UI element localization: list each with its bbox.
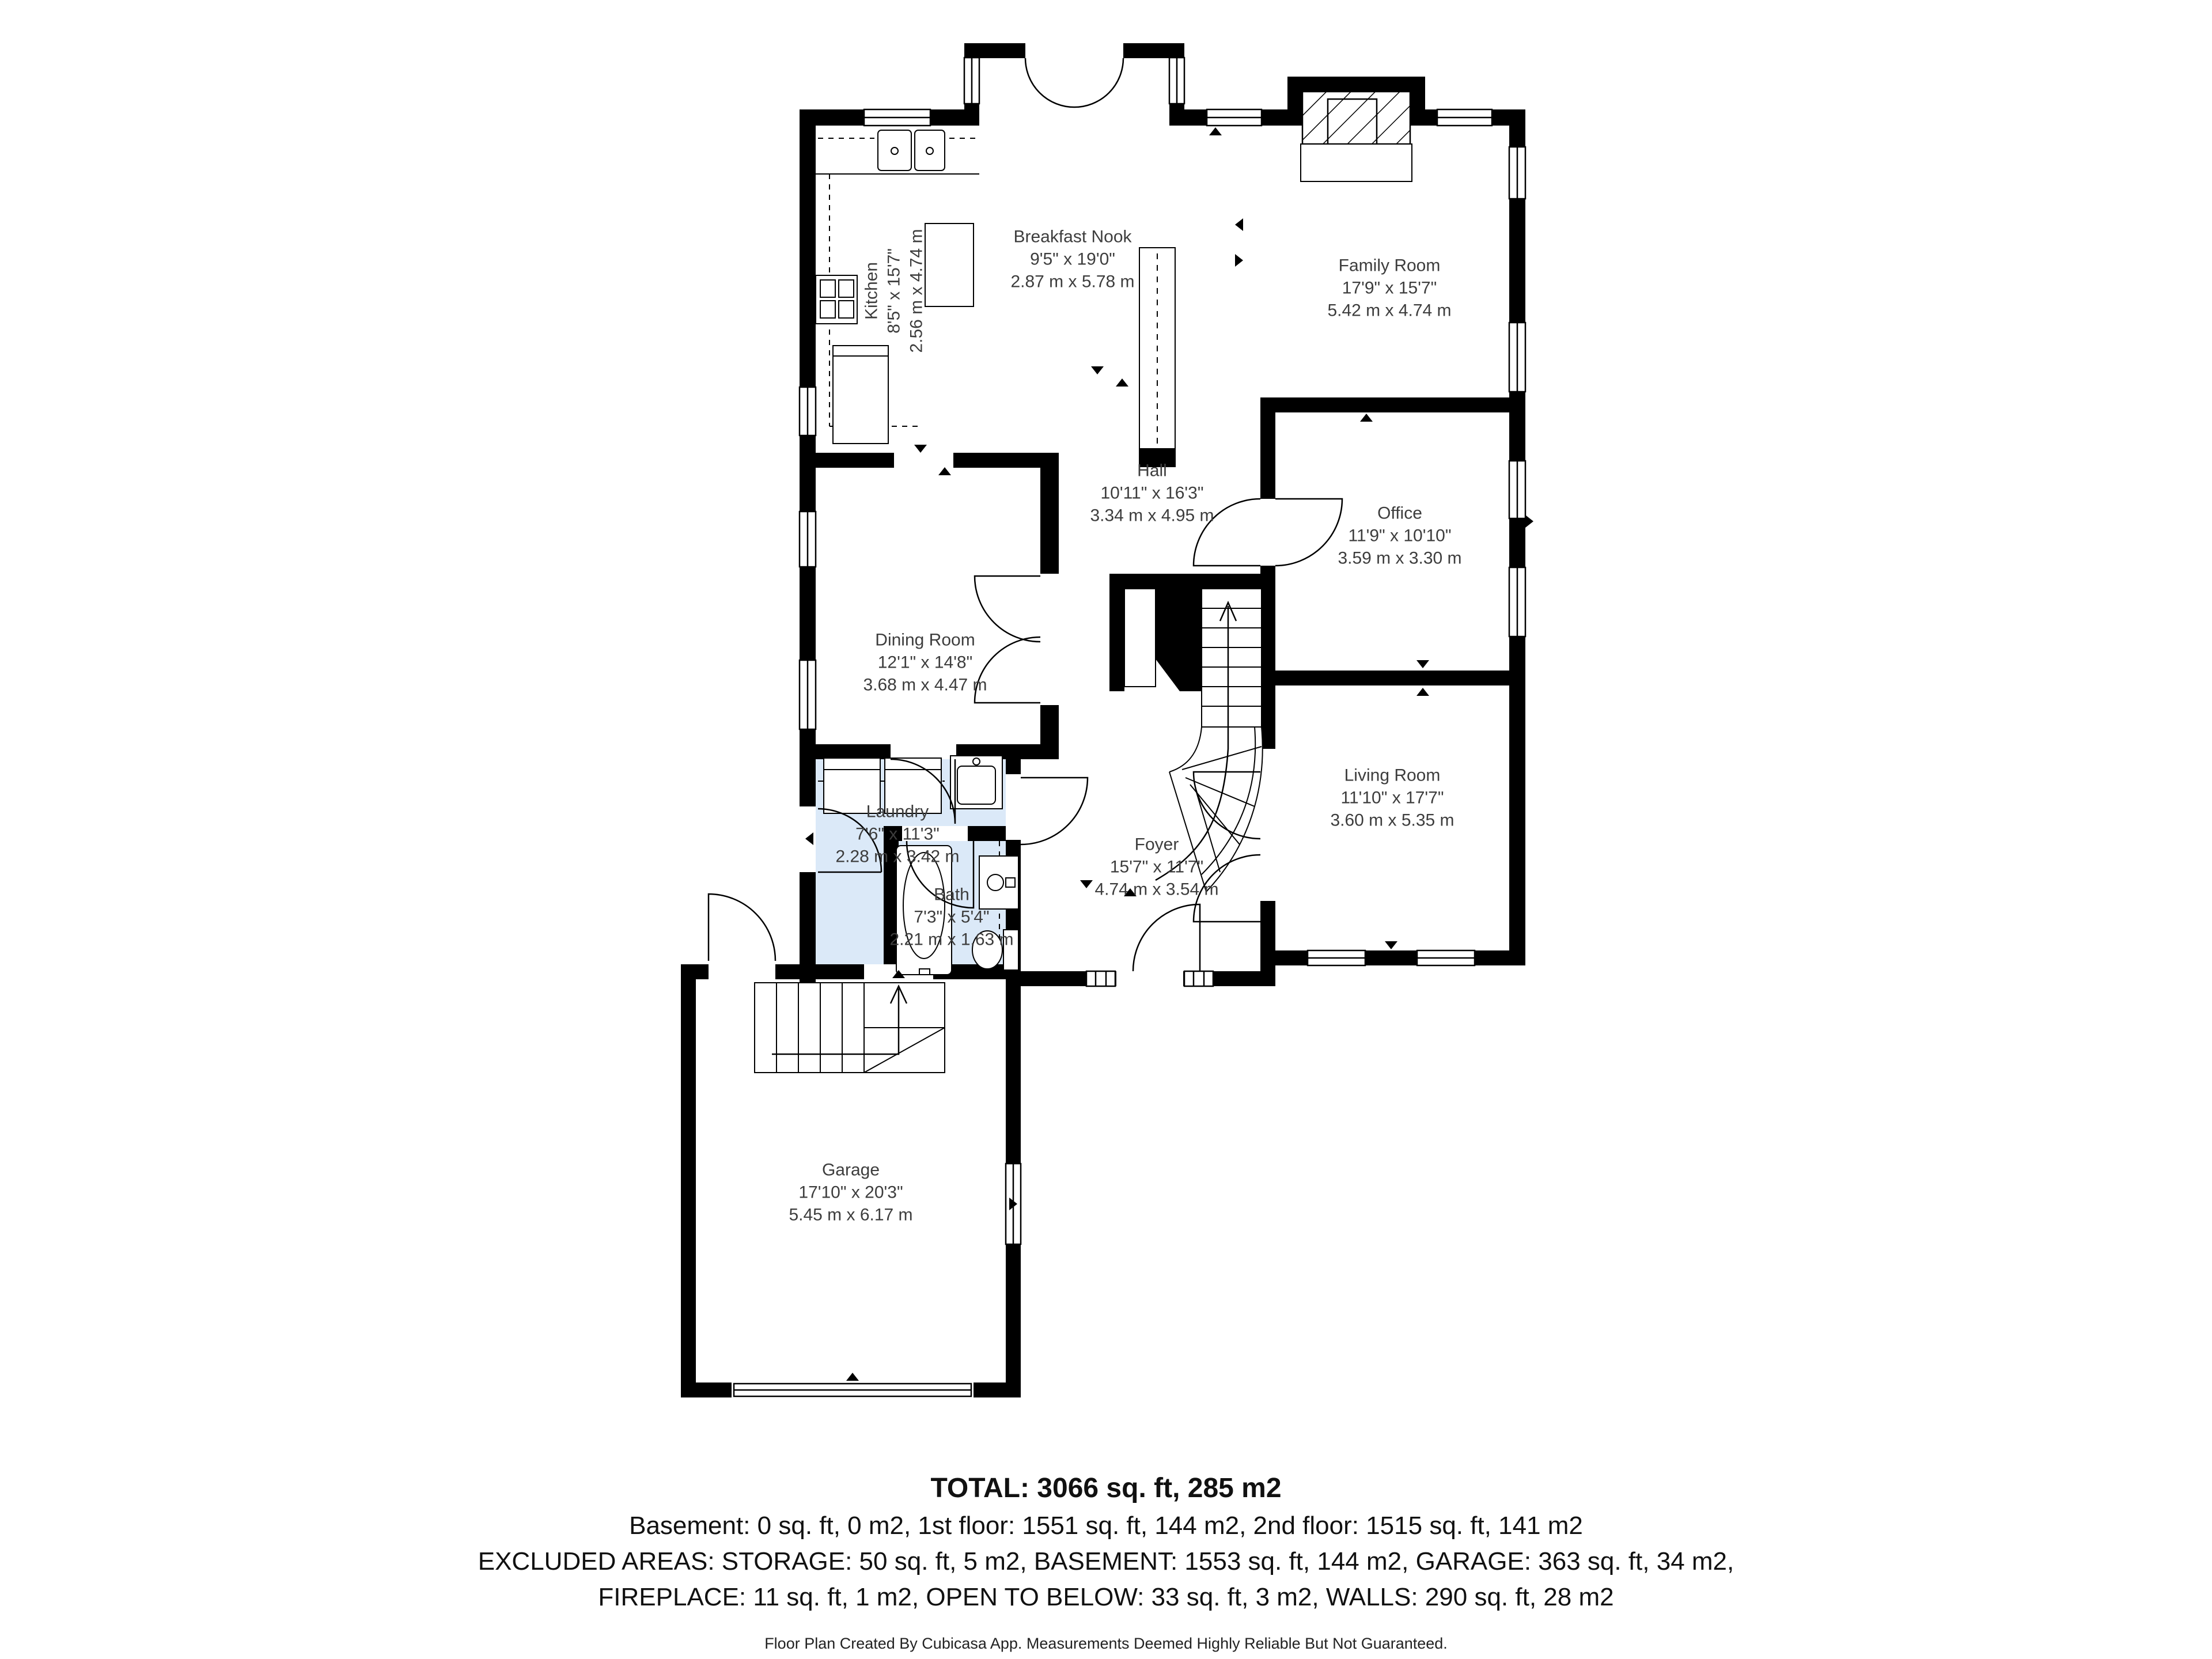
room-dims-m: 2.21 m x 1.63 m	[889, 930, 1014, 949]
stairs-garage	[755, 983, 945, 1073]
kitchen-island	[925, 224, 974, 306]
room-label-family-room	[1327, 255, 1451, 322]
room-label-bath	[889, 884, 1013, 951]
room-label-garage	[789, 1159, 912, 1226]
room-label-dining-room	[863, 629, 987, 696]
summary-footer: Floor Plan Created By Cubicasa App. Measurements Deemed Highly Reliable But Not Guaranteed.	[764, 1635, 1448, 1652]
room-dims-m: 3.68 m x 4.47 m	[863, 675, 987, 695]
room-dims-m: 2.28 m x 3.42 m	[835, 847, 960, 866]
room-label-laundry	[835, 801, 959, 868]
room-dims-m: 3.59 m x 3.30 m	[1338, 548, 1462, 568]
room-name: Family Room	[1338, 256, 1441, 275]
room-name: Kitchen	[862, 262, 881, 320]
room-dims-m: 5.42 m x 4.74 m	[1327, 301, 1452, 320]
arrow-down-icon	[914, 445, 927, 453]
arrow-down-icon	[1385, 941, 1397, 949]
room-label-office	[1338, 502, 1461, 570]
room-dims-ft: 7'6" x 11'3"	[855, 824, 940, 844]
room-dims-ft: 11'10" x 17'7"	[1340, 788, 1444, 808]
room-name: Living Room	[1344, 766, 1441, 785]
room-dims-ft: 8'5" x 15'7"	[884, 248, 904, 334]
summary-floors: Basement: 0 sq. ft, 0 m2, 1st floor: 1551 sq. ft, 144 m2, 2nd floor: 1515 sq. ft, 141 m2	[629, 1512, 1583, 1540]
room-name: Office	[1377, 503, 1422, 523]
summary-total: TOTAL: 3066 sq. ft, 285 m2	[930, 1473, 1282, 1503]
room-dims-m: 4.74 m x 3.54 m	[1094, 880, 1219, 899]
room-name: Bath	[934, 885, 969, 904]
room-dims-ft: 17'9" x 15'7"	[1342, 278, 1437, 298]
room-name: Dining Room	[875, 630, 975, 650]
room-name: Garage	[821, 1160, 880, 1180]
kitchen-counter	[833, 346, 888, 444]
arrow-down-icon	[1416, 660, 1429, 668]
room-dims-ft: 10'11" x 16'3"	[1100, 483, 1204, 503]
room-name: Hall	[1137, 461, 1167, 480]
room-dims-m: 2.87 m x 5.78 m	[1010, 272, 1135, 291]
room-dims-m: 3.34 m x 4.95 m	[1090, 506, 1214, 525]
pantry-cabinet	[1139, 248, 1175, 467]
room-dims-ft: 12'1" x 14'8"	[877, 653, 973, 672]
room-dims-ft: 17'10" x 20'3"	[798, 1183, 903, 1202]
room-label-kitchen	[861, 229, 928, 353]
room-dims-m: 3.60 m x 5.35 m	[1330, 810, 1455, 830]
arrow-up-icon	[1116, 378, 1128, 387]
room-dims-m: 2.56 m x 4.74 m	[907, 229, 926, 353]
room-label-living-room	[1330, 764, 1454, 832]
front-door	[1133, 904, 1200, 971]
fireplace	[1301, 92, 1412, 181]
arrow-left-icon	[1235, 218, 1243, 231]
room-dims-m: 5.45 m x 6.17 m	[789, 1205, 913, 1225]
room-name: Laundry	[866, 802, 929, 821]
arrow-down-icon	[1080, 880, 1093, 888]
arrow-up-icon	[1416, 688, 1429, 696]
summary-excluded-areas-1: EXCLUDED AREAS: STORAGE: 50 sq. ft, 5 m2, BASEMENT: 1553 sq. ft, 144 m2, GARAGE: 363 sq. ft, 34 m2,	[478, 1547, 1734, 1575]
room-dims-ft: 9'5" x 19'0"	[1030, 249, 1115, 269]
bay-french-door	[1025, 58, 1123, 107]
arrow-up-icon	[938, 467, 951, 475]
kitchen-sink	[878, 130, 945, 171]
room-dims-ft: 15'7" x 11'7"	[1109, 857, 1204, 877]
room-dims-ft: 11'9" x 10'10"	[1348, 526, 1452, 546]
room-dims-ft: 7'3" x 5'4"	[914, 907, 990, 927]
garage-exterior-door	[709, 894, 775, 961]
foyer-corridor-door	[1021, 778, 1088, 844]
arrow-up-icon	[1360, 414, 1373, 422]
arrow-down-icon	[1091, 366, 1104, 374]
room-name: Foyer	[1134, 835, 1179, 854]
room-name: Breakfast Nook	[1013, 227, 1132, 247]
stove	[816, 275, 857, 324]
room-label-hall	[1090, 460, 1214, 527]
arrow-up-icon	[1209, 127, 1222, 135]
summary-excluded-areas-2: FIREPLACE: 11 sq. ft, 1 m2, OPEN TO BELOW: 33 sq. ft, 3 m2, WALLS: 290 sq. ft, 28 m2	[598, 1583, 1614, 1611]
room-label-breakfast-nook	[1010, 226, 1134, 293]
arrow-up-icon	[846, 1373, 859, 1381]
arrow-right-icon	[1525, 515, 1533, 528]
room-label-foyer	[1094, 834, 1218, 901]
arrow-right-icon	[1235, 254, 1243, 267]
